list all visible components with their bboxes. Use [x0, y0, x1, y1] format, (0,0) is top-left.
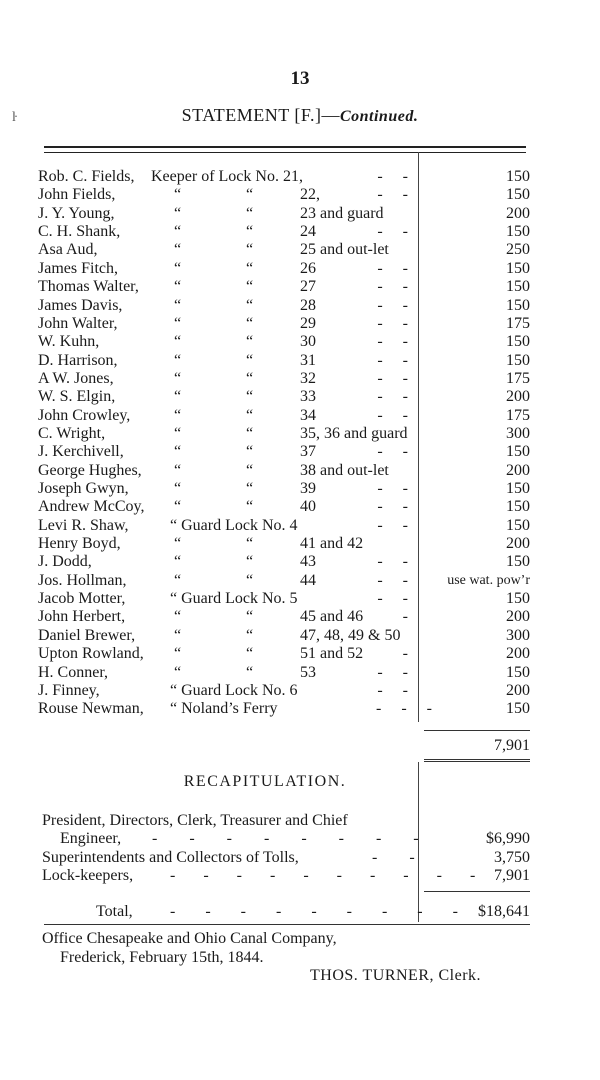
keeper-row [38, 315, 530, 333]
ditto-mark: “ [246, 314, 254, 332]
recap-total-row [42, 903, 530, 921]
ditto-mark: “ [174, 553, 182, 571]
keeper-amount: use wat. pow’r [447, 572, 530, 588]
ditto-mark: “ [174, 626, 182, 644]
keeper-row [38, 425, 530, 443]
keeper-lock-number: 40 [300, 498, 316, 516]
keeper-name: Asa Aud, [38, 241, 98, 259]
keeper-lock-description: “ Noland’s Ferry [170, 700, 278, 718]
recap-superintendents-label: Superintendents and Collectors of Tolls, [42, 849, 299, 866]
keeper-amount: 200 [506, 608, 530, 626]
ditto-mark: “ [246, 241, 254, 259]
leader-dots: - - [377, 681, 416, 699]
keeper-amount: 150 [506, 443, 530, 461]
keeper-name: J. Dodd, [38, 553, 92, 571]
leader-dots: - [402, 608, 416, 626]
recap-line-officers-cont [42, 830, 530, 848]
keeper-lock-description: “ Guard Lock No. 4 [170, 516, 298, 534]
ditto-mark: “ [174, 663, 182, 681]
ditto-mark: “ [174, 241, 182, 259]
recap-lockkeepers-amount: 7,901 [494, 867, 530, 884]
keeper-amount: 200 [506, 645, 530, 663]
keeper-lock-number: 43 [300, 553, 316, 571]
ditto-mark: “ [246, 388, 254, 406]
keeper-row [38, 352, 530, 370]
keeper-lock-number: 25 and out-let [300, 241, 389, 259]
keeper-name: James Fitch, [38, 259, 118, 277]
ditto-mark: “ [246, 461, 254, 479]
keeper-amount: 175 [506, 406, 530, 424]
keeper-lock-number: 37 [300, 443, 316, 461]
keeper-name: H. Conner, [38, 663, 109, 681]
keeper-name: C. H. Shank, [38, 223, 121, 241]
recap-total-amount: $18,641 [478, 903, 530, 920]
keeper-name: D. Harrison, [38, 351, 118, 369]
recap-officers-label-cont: Engineer, [60, 830, 122, 847]
keeper-lock-number: 24 [300, 223, 316, 241]
keeper-name: John Fields, [38, 186, 116, 204]
ditto-mark: “ [174, 480, 182, 497]
keeper-name: Daniel Brewer, [38, 626, 136, 644]
leader-dots: - - [377, 278, 416, 296]
keeper-lock-number: 32 [300, 369, 316, 387]
ditto-mark: “ [246, 626, 254, 644]
leader-dots: - - - [376, 700, 440, 718]
ditto-mark: “ [246, 645, 254, 663]
keeper-row [38, 627, 530, 645]
keeper-row [38, 388, 530, 406]
keeper-lock-number: 33 [300, 388, 316, 406]
heading-continued: Continued. [339, 108, 419, 125]
recap-lockkeepers-label: Lock-keepers, [42, 867, 134, 884]
keeper-name: A W. Jones, [38, 369, 114, 387]
keeper-lock-number: 31 [300, 351, 316, 369]
keeper-name: Rob. C. Fields, [38, 168, 135, 185]
keeper-name: C. Wright, [38, 424, 106, 442]
leader-dots: - - [377, 351, 416, 369]
keeper-name: George Hughes, [38, 461, 142, 479]
keeper-name: Henry Boyd, [38, 535, 121, 552]
keeper-row [38, 241, 530, 259]
recapitulation-title: RECAPITULATION. [183, 773, 347, 790]
keeper-row [38, 297, 530, 315]
keeper-row [38, 517, 530, 535]
keeper-amount: 150 [506, 296, 530, 314]
keeper-name: Levi R. Shaw, [38, 516, 129, 534]
leader-dots: - - [377, 259, 416, 277]
recap-line-officers [42, 812, 530, 830]
ditto-mark: “ [246, 186, 254, 204]
keeper-amount: 150 [506, 168, 530, 185]
keeper-name: W. Kuhn, [38, 333, 100, 351]
ditto-mark: “ [174, 186, 182, 204]
margin-mark: ŀ [12, 110, 17, 125]
ditto-mark: “ [174, 351, 182, 369]
keeper-amount: 175 [506, 314, 530, 332]
leader-dots: - - [377, 333, 416, 351]
keeper-amount: 150 [506, 700, 530, 718]
ditto-mark: “ [246, 406, 254, 424]
keeper-name: Jos. Hollman, [38, 571, 127, 589]
ditto-mark: “ [174, 259, 182, 277]
keeper-amount: 300 [506, 424, 530, 442]
recap-total-dots: - - - - - - - - - [170, 903, 471, 920]
ditto-mark: “ [174, 608, 182, 626]
keeper-row [38, 590, 530, 608]
ditto-mark: “ [174, 571, 182, 589]
keepers-total: 7,901 [494, 737, 530, 754]
footer-signature: THOS. TURNER, Clerk. [310, 967, 482, 984]
keeper-row [38, 407, 530, 425]
keeper-amount: 300 [506, 626, 530, 644]
keeper-amount: 200 [506, 461, 530, 479]
keeper-amount: 150 [506, 553, 530, 571]
ditto-mark: “ [174, 223, 182, 241]
subtotal-rule [424, 730, 530, 731]
keeper-lock-number: 38 and out-let [300, 461, 389, 479]
heading-main: STATEMENT [F.]— [181, 105, 340, 125]
recap-superintendents-amount: 3,750 [494, 849, 530, 866]
keeper-row [38, 608, 530, 626]
keeper-row [38, 480, 530, 498]
leader-dots: - - [377, 571, 416, 589]
ditto-mark: “ [174, 333, 182, 351]
keepers-total-row [38, 737, 530, 755]
keeper-row [38, 645, 530, 663]
keeper-lock-number: 45 and 46 [300, 608, 364, 626]
leader-dots: - - [377, 663, 416, 681]
keeper-name: James Davis, [38, 296, 123, 314]
keeper-row [38, 205, 530, 223]
leader-dots: - - [377, 223, 416, 241]
keeper-row [38, 278, 530, 296]
ditto-mark: “ [246, 498, 254, 516]
ditto-mark: “ [174, 406, 182, 424]
keeper-row [38, 498, 530, 516]
top-double-rule [44, 146, 526, 153]
keeper-amount: 150 [506, 333, 530, 351]
ditto-mark: “ [246, 480, 254, 497]
keeper-row [38, 333, 530, 351]
ditto-mark: “ [174, 204, 182, 222]
ditto-mark: “ [246, 333, 254, 351]
bottom-rule [44, 924, 530, 925]
keeper-amount: 150 [506, 663, 530, 681]
keeper-name: Upton Rowland, [38, 645, 144, 663]
ditto-mark: “ [246, 424, 254, 442]
recap-sum-rule [424, 891, 530, 892]
keeper-lock-number: 53 [300, 663, 316, 681]
ditto-mark: “ [246, 223, 254, 241]
keeper-lock-number: 35, 36 and guard [300, 424, 408, 442]
keeper-amount: 200 [506, 535, 530, 552]
keeper-row [38, 700, 530, 718]
leader-dots: - - [377, 369, 416, 387]
recap-officers-dots: - - - - - - - - [152, 830, 433, 847]
ditto-mark: “ [174, 535, 182, 552]
keeper-amount: 200 [506, 681, 530, 699]
recap-line-lockkeepers [42, 867, 530, 885]
keeper-name: Andrew McCoy, [38, 498, 145, 516]
keeper-name: J. Y. Young, [38, 204, 115, 222]
keeper-amount: 200 [506, 388, 530, 406]
ditto-mark: “ [246, 608, 254, 626]
keeper-lock-number: 29 [300, 314, 316, 332]
keeper-lock-description: Keeper of Lock No. 21, [151, 168, 303, 185]
leader-dots: - - [377, 406, 416, 424]
keeper-row [38, 168, 530, 186]
leader-dots: - - [377, 590, 416, 607]
ditto-mark: “ [174, 388, 182, 406]
total-double-rule [424, 759, 530, 762]
keeper-name: John Herbert, [38, 608, 126, 626]
leader-dots: - - [377, 443, 416, 461]
leader-dots: - - [377, 296, 416, 314]
keeper-name: J. Kerchivell, [38, 443, 124, 461]
keeper-name: Joseph Gwyn, [38, 480, 129, 497]
leader-dots: - - [377, 516, 416, 534]
keeper-name: Rouse Newman, [38, 700, 144, 718]
ditto-mark: “ [174, 443, 182, 461]
keeper-lock-number: 27 [300, 278, 316, 296]
keeper-row [38, 223, 530, 241]
leader-dots: - - [377, 498, 416, 516]
keeper-amount: 150 [506, 186, 530, 204]
keeper-name: Jacob Motter, [38, 590, 126, 607]
keeper-lock-number: 22, [300, 186, 320, 204]
ditto-mark: “ [246, 535, 254, 552]
ditto-mark: “ [174, 278, 182, 296]
keeper-lock-number: 30 [300, 333, 316, 351]
footer-place-date: Frederick, February 15th, 1844. [60, 949, 264, 966]
keeper-amount: 150 [506, 516, 530, 534]
keeper-lock-number: 41 and 42 [300, 535, 364, 552]
keeper-amount: 150 [506, 480, 530, 497]
recap-line-superintendents [42, 849, 530, 867]
ditto-mark: “ [246, 259, 254, 277]
keeper-lock-description: “ Guard Lock No. 5 [170, 590, 298, 607]
keeper-name: W. S. Elgin, [38, 388, 116, 406]
keeper-row [38, 260, 530, 278]
leader-dots: - - [377, 186, 416, 204]
footer-office: Office Chesapeake and Ohio Canal Company, [42, 930, 337, 947]
keeper-lock-number: 51 and 52 [300, 645, 364, 663]
leader-dots: - [402, 645, 416, 663]
keeper-amount: 150 [506, 259, 530, 277]
page-number: 13 [290, 68, 310, 89]
ditto-mark: “ [174, 296, 182, 314]
keeper-amount: 150 [506, 590, 530, 607]
keeper-name: Thomas Walter, [38, 278, 139, 296]
keeper-row [38, 682, 530, 700]
ditto-mark: “ [246, 204, 254, 222]
leader-dots: - - [377, 553, 416, 571]
ditto-mark: “ [246, 278, 254, 296]
recap-superintendents-dots: - - [372, 849, 429, 866]
keeper-amount: 150 [506, 498, 530, 516]
ditto-mark: “ [246, 571, 254, 589]
keeper-name: J. Finney, [38, 681, 100, 699]
keeper-lock-number: 23 and guard [300, 204, 384, 222]
keeper-lock-description: “ Guard Lock No. 6 [170, 681, 298, 699]
keeper-row [38, 370, 530, 388]
leader-dots: - - [377, 314, 416, 332]
keeper-row [38, 535, 530, 553]
keeper-amount: 250 [506, 241, 530, 259]
keeper-lock-number: 34 [300, 406, 316, 424]
keeper-amount: 175 [506, 369, 530, 387]
leader-dots: - - [377, 480, 416, 497]
keeper-row [38, 664, 530, 682]
ditto-mark: “ [246, 351, 254, 369]
leader-dots: - - [377, 168, 416, 185]
keeper-name: John Walter, [38, 314, 118, 332]
keeper-row [38, 462, 530, 480]
ditto-mark: “ [246, 443, 254, 461]
keeper-amount: 150 [506, 351, 530, 369]
keeper-amount: 150 [506, 223, 530, 241]
keeper-row [38, 553, 530, 571]
keeper-lock-number: 28 [300, 296, 316, 314]
recap-officers-amount: $6,990 [486, 830, 530, 847]
keeper-lock-number: 44 [300, 571, 316, 589]
ditto-mark: “ [246, 553, 254, 571]
recap-lockkeepers-dots: - - - - - - - - - - [170, 867, 488, 884]
keeper-name: John Crowley, [38, 406, 131, 424]
ditto-mark: “ [246, 369, 254, 387]
keeper-amount: 150 [506, 278, 530, 296]
ditto-mark: “ [174, 314, 182, 332]
keeper-amount: 200 [506, 204, 530, 222]
keeper-lock-number: 26 [300, 259, 316, 277]
ditto-mark: “ [246, 296, 254, 314]
ditto-mark: “ [174, 645, 182, 663]
keeper-row [38, 572, 530, 590]
ditto-mark: “ [246, 663, 254, 681]
ditto-mark: “ [174, 424, 182, 442]
keeper-row [38, 443, 530, 461]
keeper-lock-number: 47, 48, 49 & 50 [300, 626, 401, 644]
keeper-row [38, 186, 530, 204]
ditto-mark: “ [174, 461, 182, 479]
recap-total-label: Total, [96, 903, 133, 920]
statement-heading [0, 105, 600, 126]
keeper-lock-number: 39 [300, 480, 316, 497]
ditto-mark: “ [174, 369, 182, 387]
ditto-mark: “ [174, 498, 182, 516]
recap-officers-label: President, Directors, Clerk, Treasurer and Chief [42, 812, 348, 829]
leader-dots: - - [377, 388, 416, 406]
